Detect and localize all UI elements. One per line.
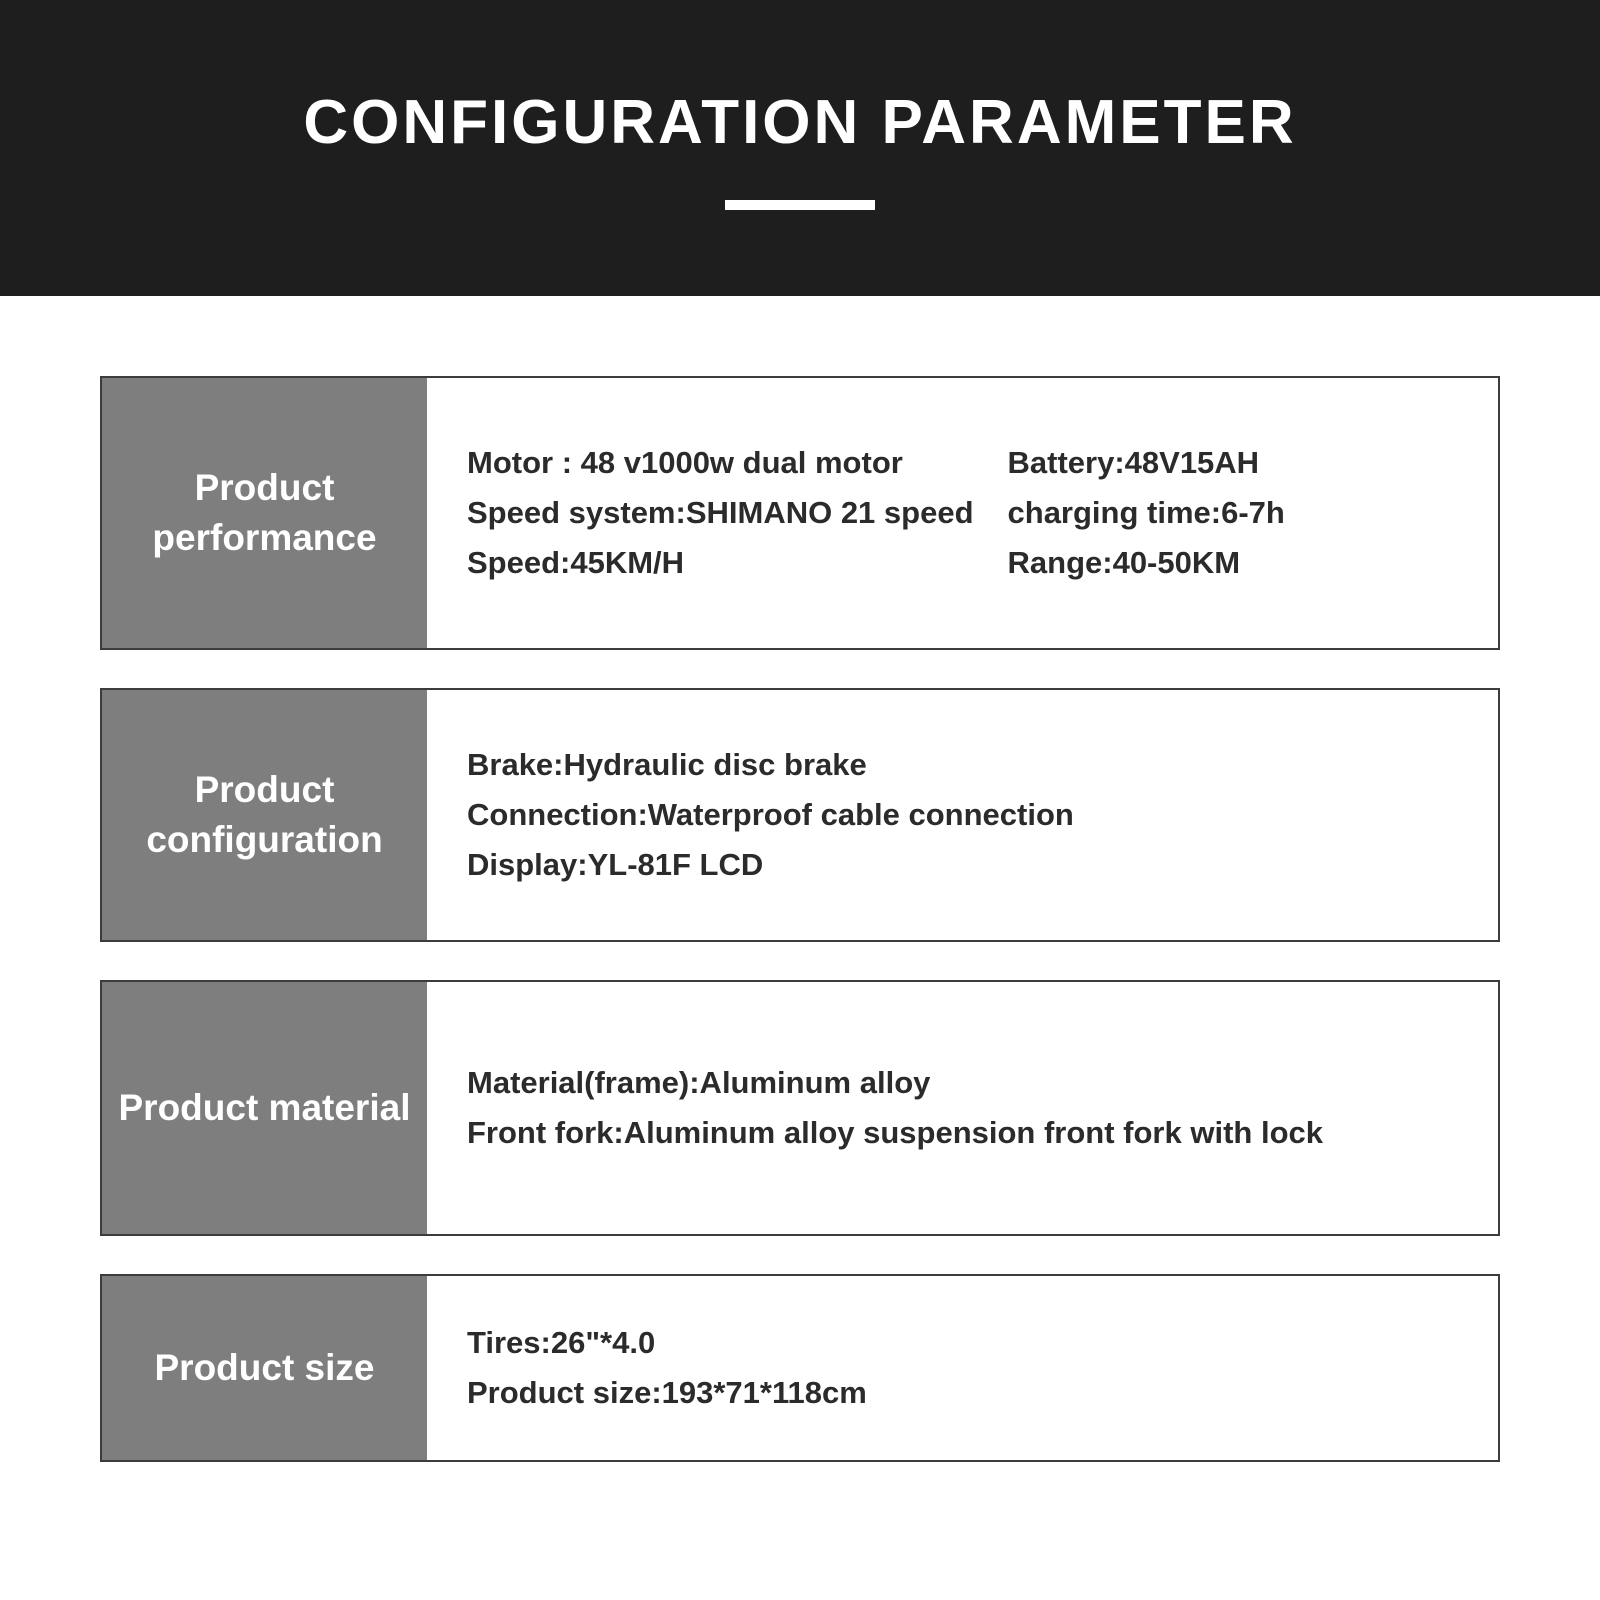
spec-line-connection: Connection:Waterproof cable connection	[467, 796, 1074, 832]
row-label-performance: Product performance	[102, 378, 427, 648]
configuration-lines	[467, 740, 1074, 891]
row-product-configuration	[100, 688, 1500, 942]
spec-line-speed: Speed:45KM/H	[467, 545, 685, 581]
row-label-configuration: Product configuration	[102, 690, 427, 940]
page-title: CONFIGURATION PARAMETER	[303, 87, 1297, 157]
row-product-size	[100, 1274, 1500, 1462]
spec-line-motor: Motor : 48 v1000w dual motor	[467, 444, 903, 480]
spec-line-display: Display:YL-81F LCD	[467, 847, 764, 883]
spec-line-product-size: Product size:193*71*118cm	[467, 1375, 867, 1410]
row-content-configuration	[427, 690, 1498, 940]
row-content-material	[427, 982, 1498, 1234]
row-product-performance	[100, 376, 1500, 650]
spec-line-range: Range:40-50KM	[1007, 545, 1241, 581]
row-content-size	[427, 1276, 1498, 1460]
material-lines	[467, 1058, 1323, 1158]
spec-line-battery: Battery:48V15AH	[1007, 444, 1260, 480]
spec-table	[0, 296, 1600, 1462]
spec-line-charging-time: charging time:6-7h	[1007, 494, 1285, 530]
header-banner	[0, 0, 1600, 296]
performance-column-right	[1008, 438, 1285, 589]
spec-line-frame-material: Material(frame):Aluminum alloy	[467, 1064, 931, 1100]
spec-line-tires: Tires:26"*4.0	[467, 1324, 656, 1360]
row-label-material: Product material	[102, 982, 427, 1234]
row-product-material	[100, 980, 1500, 1236]
size-lines	[467, 1318, 867, 1418]
row-label-size: Product size	[102, 1276, 427, 1460]
performance-column-left	[467, 438, 974, 589]
spec-line-front-fork: Front fork:Aluminum alloy suspension front fork with lock	[467, 1115, 1323, 1150]
title-divider	[725, 200, 875, 210]
spec-line-speed-system: Speed system:SHIMANO 21 speed	[467, 494, 974, 530]
spec-line-brake: Brake:Hydraulic disc brake	[467, 746, 867, 782]
row-content-performance	[427, 378, 1498, 648]
